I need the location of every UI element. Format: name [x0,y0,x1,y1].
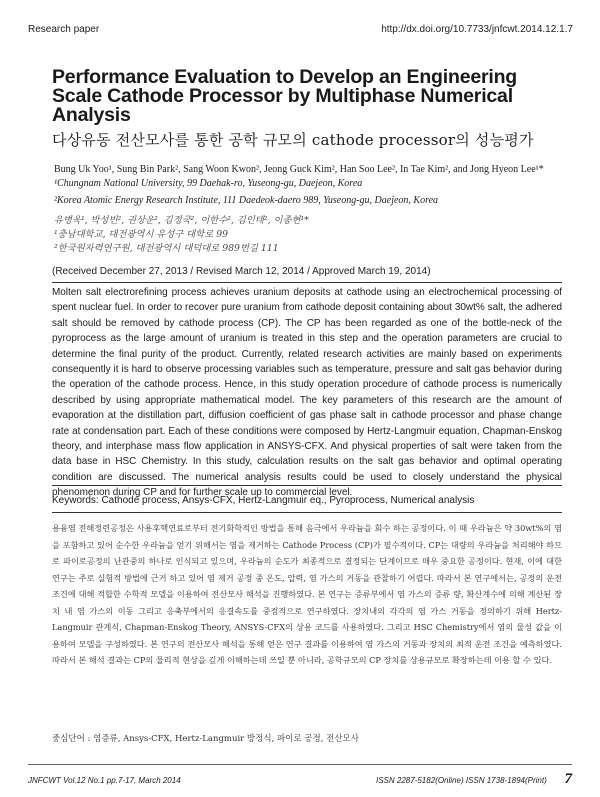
title-line-1: Performance Evaluation to Develop an Engineering [52,66,518,88]
abstract-bottom-rule [52,485,562,486]
korean-keywords: 중심단어 : 염증류, Ansys-CFX, Hertz-Langmuir 방정식, 파이로 공정, 전산모사 [52,734,359,744]
keywords: Keywords: Cathode process, Ansys-CFX, Hertz-Langmuir eq., Pyroprocess, Numerical analysis [52,495,475,506]
keywords-rule [52,512,562,513]
abstract-text: Molten salt electrorefining process achieves uranium deposits at cathode using an electrochemical processing of spent nuclear fuel. In order to recover pure uranium from cathode deposit containing about 30wt% salt, the adhered salt should be removed by cathode process (CP). The CP has been regarded as one of the bottle-neck of the pyroprocess as the large amount of uranium is treated in this step and the operation parameters are crucial to determine the final purity of the product. Currently, related research activities are mainly based on experiments consequently it is hard to observe processing variables such as temperature, pressure and salt gas behavior during the operation of the cathode process. Hence, in this study operation procedure of cathode process is numerically described by using appropriate mathematical model. The key parameters of this research are the amount of evaporation at the distillation part, diffusion coefficient of gas phase salt in cathode processor and phase change rate at condensation part. Each of these conditions were composed by Hertz-Langmuir equation, Chapman-Enskog theory, and interphase mass flow application in ANSYS-CFX. And physical properties of salt were taken from the data base in HSC Chemistry. In this study, calculation results on the salt gas behavior and optimal operating condition are discussed. The numerical analysis results could be used to closely understand the physical phenomenon during CP and for further scale up to commercial level. [52,287,562,499]
issn-info: ISSN 2287-5182(Online) ISSN 1738-1894(Print) [376,776,547,785]
page-number: 7 [564,771,572,787]
title-line-3: Analysis [52,104,131,126]
affiliation-1: ¹Chungnam National University, 99 Daehak-ro, Yuseong-gu, Daejeon, Korea [54,178,363,189]
korean-affiliation-1: ¹충남대학교, 대전광역시 유성구 대학로 99 [54,229,229,240]
received-dates: (Received December 27, 2013 / Revised March 12, 2014 / Approved March 19, 2014) [52,266,431,277]
author-list: Bung Uk Yoo¹, Sung Bin Park², Sang Woon Kwon², Jeong Guck Kim², Han Soo Lee², In Tae Kim², and Jong Hyeon Lee¹* [54,164,544,175]
korean-author-list: 유병욱¹, 박성빈², 권상운², 김정국², 이한수², 김인태², 이종현¹* [54,215,309,226]
affiliation-2: ²Korea Atomic Energy Research Institute, 111 Daedeok-daero 989, Yuseong-gu, Daejeon, Korea [54,195,439,206]
title-line-2: Scale Cathode Processor by Multiphase Numerical [52,85,513,107]
doi-link[interactable]: http://dx.doi.org/10.7733/jnfcwt.2014.12.1.7 [381,24,573,35]
journal-citation: JNFCWT Vol.12 No.1 pp.7-17, March 2014 [28,776,181,785]
footer-rule [28,764,572,765]
korean-abstract-text: 용융염 전해정련공정은 사용후핵연료로부터 전기화학적인 방법을 통해 음극에서 우라늄을 회수 하는 공정이다. 이 때 우라늄은 약 30wt%의 염을 포함하고 있어 순수한 우라늄을 얻기 위해서는 염을 제거하는 Cathode Process (CP)가 필수적이다. CP는 대량의 우라늄을 처리해야 하므로 파이로공정의 난관중의 하나로 인식되고 있으며, 우라늄의 순도가 최종적으로 결정되는 단계이므로 매우 중요한 공정이다. 현재, 이에 대한 연구는 주로 실험적 방법에 근거 하고 있어 염 제거 공정 중 온도, 압력, 염 가스의 거동을 관찰하기 어렵다. 따라서 본 연구에서는, 공정의 운전 조건에 대해 적합한 수학적 모델을 이용하여 전산모사 해석을 진행하였다. 본 연구는 증류부에서 염 가스의 증류 량, 확산계수에 의해 계산된 장치 내 염 가스의 이동 그리고 응축부에서의 응결속도를 중점적으로 연구하였다. 장치내의 각각의 염 가스 거동을 정의하기 위해 Hertz-Langmuir 관계식, Chapman-Enskog Theory, ANSYS-CFX의 상용 코드를 사용하였다. 그리고 HSC Chemistry에서 염의 물성 값을 이용하여 모델을 구성하였다. 본 연구의 전산모사 해석을 통해 얻은 연구 결과를 이용하여 염 가스의 거동과 장치의 최적 운전 조건을 예측하였다. 따라서 본 해석 결과는 CP의 물리적 현상을 깊게 이해하는데 쓰일 뿐 아니라, 공학규모의 CP 장치를 상용규모로 확장하는데 이용 할 수 있다. [52,523,562,665]
paper-type-label: Research paper [28,24,100,35]
abstract-top-rule [52,282,562,283]
korean-title: 다상유동 전산모사를 통한 공학 규모의 cathode processor의 성능평가 [52,131,534,149]
paper-title [52,68,562,125]
korean-affiliation-2: ²한국원자력연구원, 대전광역시 대덕대로 989번길 111 [54,243,279,254]
